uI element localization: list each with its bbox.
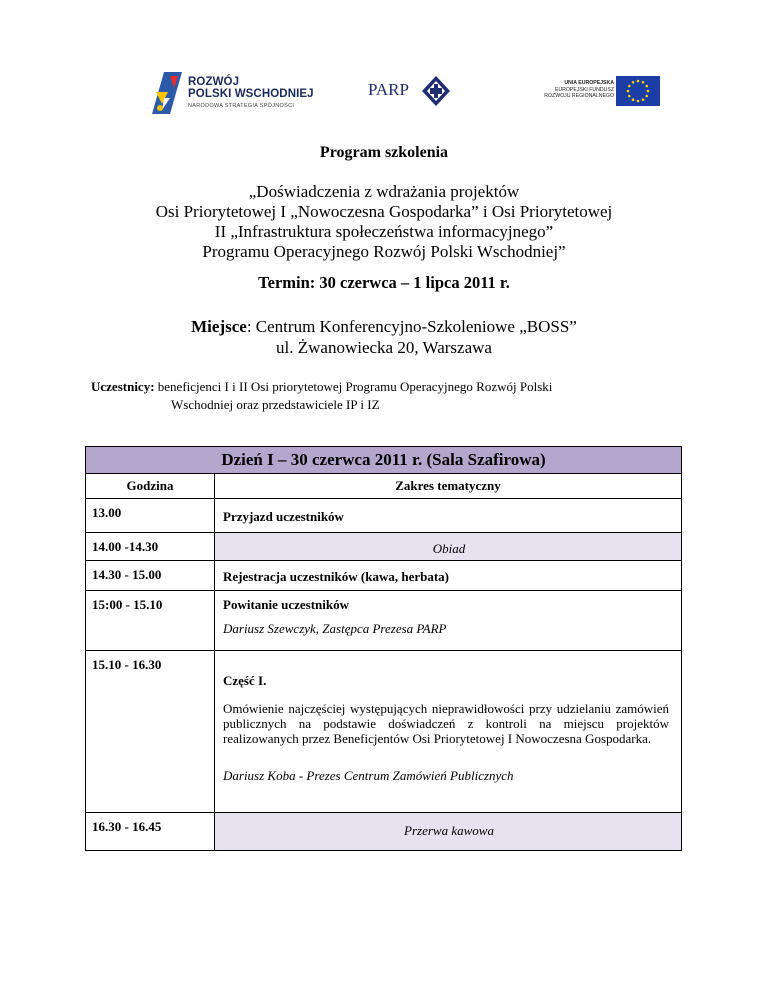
eu-fund-logo — [536, 76, 660, 106]
rpw-logo-tagline: NARODOWA STRATEGIA SPÓJNOŚCI — [188, 103, 295, 109]
column-header-time: Godzina — [86, 474, 215, 499]
table-row — [86, 561, 682, 591]
day-title: Dzień I – 30 czerwca 2011 r. (Sala Szafirowa) — [86, 447, 682, 474]
parp-logo-text: PARP — [368, 80, 409, 99]
row-topic: Przyjazd uczestników — [223, 509, 344, 524]
training-topic — [0, 182, 768, 262]
schedule-table — [85, 446, 682, 851]
table-row — [86, 533, 682, 561]
row-time: 14.00 -14.30 — [86, 533, 215, 561]
location-address: ul. Żwanowiecka 20, Warszawa — [276, 338, 492, 357]
participants-label: Uczestnicy: — [91, 379, 155, 394]
participants-text-line1: beneficjenci I i II Osi priorytetowej Programu Operacyjnego Rozwój Polski — [157, 379, 553, 394]
row-topic: Obiad — [432, 541, 466, 556]
location-label: Miejsce — [191, 317, 247, 336]
training-date: Termin: 30 czerwca – 1 lipca 2011 r. — [258, 273, 510, 292]
location-venue: : Centrum Konferencyjno-Szkoleniowe „BOSS” — [246, 317, 577, 336]
row-speaker: Dariusz Koba - Prezes Centrum Zamówień Publicznych — [223, 768, 514, 783]
row-time: 16.30 - 16.45 — [86, 813, 215, 851]
parp-emblem-icon — [422, 76, 450, 106]
row-time: 13.00 — [86, 499, 215, 533]
program-title: Program szkolenia — [319, 144, 449, 161]
rozwoj-polski-wschodniej-logo — [150, 68, 320, 116]
row-topic: Część I. — [223, 673, 267, 688]
row-speaker: Dariusz Szewczyk, Zastępca Prezesa PARP — [223, 621, 447, 636]
table-row — [86, 499, 682, 533]
rpw-emblem-icon — [150, 70, 184, 116]
participants-text-line2: Wschodniej oraz przedstawiciele IP i IZ — [171, 397, 380, 412]
table-row — [86, 591, 682, 651]
participants — [91, 378, 691, 414]
eu-logo-line2: EUROPEJSKI FUNDUSZ — [554, 86, 614, 93]
row-time: 14.30 - 15.00 — [86, 561, 215, 591]
row-description: Omówienie najczęściej występujących nieprawidłowości przy udzielaniu zamówień publicznych na podstawie doświadczeń z kontroli na miejscu projektów realizowanych przez Beneficjentów Osi Priorytetowej I Nowoczesna Gospodarka. — [223, 701, 669, 746]
table-row — [86, 813, 682, 851]
rpw-logo-line1: ROZWÓJ — [188, 76, 240, 88]
topic-line: Programu Operacyjnego Rozwój Polski Wschodniej” — [202, 242, 566, 261]
training-location — [0, 316, 768, 358]
row-time: 15:00 - 15.10 — [86, 591, 215, 651]
row-topic: Przerwa kawowa — [404, 823, 494, 838]
eu-logo-line3: ROZWOJU REGIONALNEGO — [544, 93, 614, 100]
column-header-topic: Zakres tematyczny — [215, 474, 682, 499]
table-row — [86, 651, 682, 813]
topic-line: II „Infrastruktura społeczeństwa informacyjnego” — [214, 222, 554, 241]
rpw-logo-line2: POLSKI WSCHODNIEJ — [188, 88, 314, 100]
topic-line: Osi Priorytetowej I „Nowoczesna Gospodarka” i Osi Priorytetowej — [155, 202, 613, 221]
topic-line: „Doświadczenia z wdrażania projektów — [248, 182, 520, 201]
row-topic: Powitanie uczestników — [223, 597, 350, 612]
eu-logo-line1: UNIA EUROPEJSKA — [564, 80, 614, 86]
row-topic: Rejestracja uczestników (kawa, herbata) — [223, 569, 450, 584]
row-time: 15.10 - 16.30 — [86, 651, 215, 813]
eu-flag-icon — [616, 76, 660, 106]
parp-logo — [368, 76, 458, 106]
